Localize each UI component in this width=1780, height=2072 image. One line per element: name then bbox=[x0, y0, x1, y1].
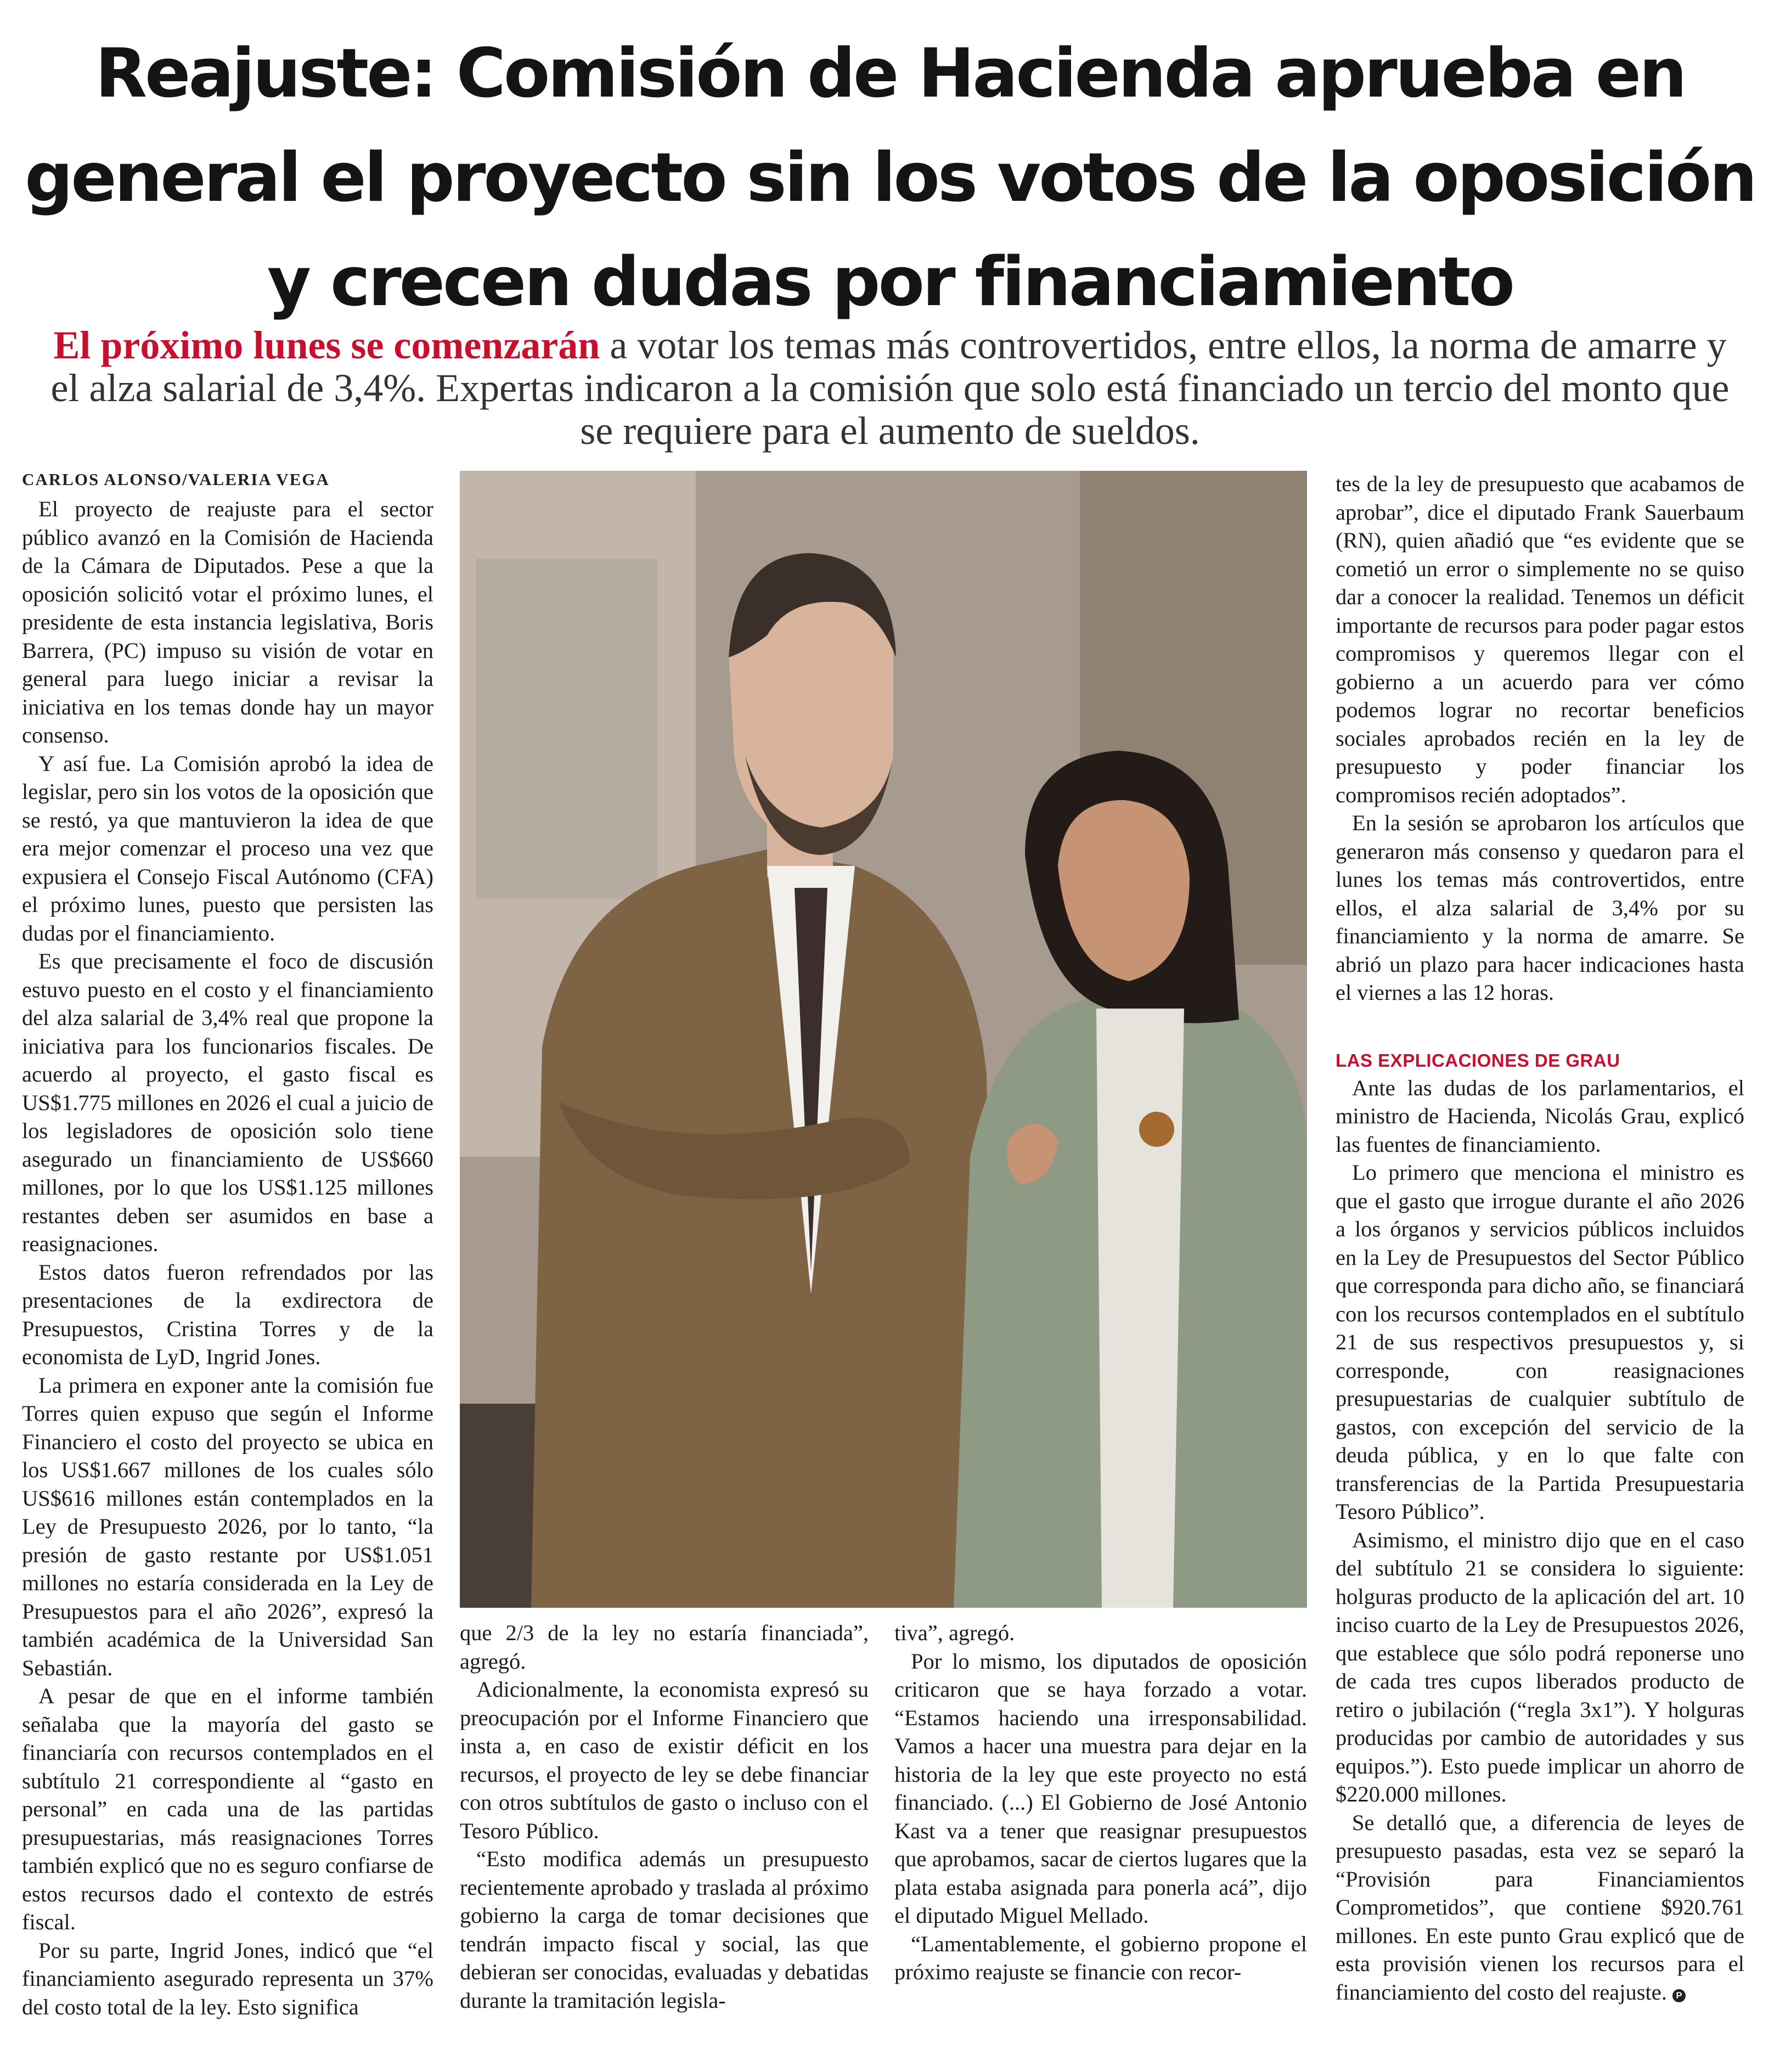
paragraph: En la sesión se aprobaron los artículos que generaron más consenso y quedaron para el lunes los temas más controvertidos, entre ellos, el alza salarial de 3,4% por su financiamiento y la norma de amarre. Se abrió un plazo para hacer indicaciones hasta el viernes a las 12 horas. bbox=[1336, 810, 1744, 1005]
paragraph: “Lamentablemente, el gobierno propone el próximo reajuste se financie con recor- bbox=[894, 1931, 1307, 1984]
paragraph: Ante las dudas de los parlamentarios, el ministro de Hacienda, Nicolás Grau, explicó las fuentes de financiamiento. bbox=[1336, 1075, 1744, 1157]
paragraph: Y así fue. La Comisión aprobó la idea de legislar, pero sin los votos de la oposición que se restó, ya que mantuvieron la idea de que era mejor comenzar el proceso una vez que expusiera el Consejo Fiscal Autónomo (CFA) el próximo lunes, puesto que persisten las dudas por el financiamiento. bbox=[22, 751, 433, 945]
paragraph: Por su parte, Ingrid Jones, indicó que “el financiamiento asegurado representa un 37% del costo total de la ley. Esto significa bbox=[22, 1938, 433, 2019]
column-2 bbox=[460, 1619, 869, 2014]
column-1 bbox=[22, 468, 433, 2021]
lead-paragraph bbox=[38, 324, 1742, 452]
paragraph: A pesar de que en el informe también señalaba que la mayoría del gasto se financiaría con recursos contemplados en el subtítulo 21 correspondiente al “gasto en personal” en cada una de las partidas presupuestarias, más reasignaciones Torres también explicó que no es seguro confiarse de estos recursos dado el contexto de estrés fiscal. bbox=[22, 1684, 433, 1934]
column-4 bbox=[1336, 470, 1744, 2006]
paragraph: tes de la ley de presupuesto que acabamos de aprobar”, dice el diputado Frank Sauerbaum (RN), quien añadió que “es evidente que se cometió un error o simplemente no se quiso dar a conocer la realidad. Tenemos un déficit importante de recursos para poder pagar estos compromisos y queremos llegar con el gobierno a un acuerdo para ver cómo podemos lograr no recortar beneficios sociales aprobados recién en la ley de presupuesto y poder financiar los compromisos recién adoptados”. bbox=[1336, 471, 1744, 807]
paragraph: El proyecto de reajuste para el sector público avanzó en la Comisión de Hacienda de la Cámara de Diputados. Pese a que la oposición solicitó votar el próximo lunes, el presidente de esta instancia legislativa, Boris Barrera, (PC) impuso su visión de votar en general para luego iniciar a revisar la iniciativa en los temas donde hay un mayor consenso. bbox=[22, 497, 433, 747]
column-3 bbox=[894, 1619, 1307, 1986]
paragraph: que 2/3 de la ley no estaría financiada”, agregó. bbox=[460, 1620, 869, 1674]
paragraph: tiva”, agregó. bbox=[894, 1620, 1015, 1645]
section-subheading: LAS EXPLICACIONES DE GRAU bbox=[1336, 1050, 1620, 1071]
paragraph: “Esto modifica además un presupuesto recientemente aprobado y traslada al próximo gobierno la carga de tomar decisiones que tendrán impacto fiscal y social, las que debieran ser conocidas, evaluadas y debatidas durante la tramitación legisla- bbox=[460, 1846, 869, 2013]
paragraph: Estos datos fueron refrendados por las presentaciones de la exdirectora de Presupuestos, Cristina Torres y de la economista de LyD, Ingrid Jones. bbox=[22, 1259, 433, 1369]
paragraph bbox=[1336, 1809, 1744, 2007]
lead-text: a votar los temas más controvertidos, entre ellos, la norma de amarre y el alza salarial de 3,4%. Expertas indicaron a la comisión que solo está financiado un tercio del monto que se requiere para el aumento de sueldos. bbox=[50, 323, 1730, 453]
paragraph: Es que precisamente el foco de discusión estuvo puesto en el costo y el financiamiento del alza salarial de 3,4% real que propone la iniciativa para los funcionarios fiscales. De acuerdo al proyecto, el gasto fiscal es US$1.775 millones en 2026 el cual a juicio de los legisladores de oposición solo tiene asegurado un financiamiento de US$660 millones, por lo que los US$1.125 millones restantes deben ser asumidos en base a reasignaciones. bbox=[22, 949, 433, 1256]
paragraph-text: Se detalló que, a diferencia de leyes de presupuesto pasadas, esta vez se separó la “Provisión para Financiamientos Comprometidos”, que contiene $920.761 millones. En este punto Grau explicó que de esta provisión vienen los recursos para el financiamiento del costo del reajuste. bbox=[1336, 1810, 1744, 2005]
paragraph: Asimismo, el ministro dijo que en el caso del subtítulo 21 se considera lo siguiente: holguras producto de la aplicación del art. 10 inciso cuarto de la Ley de Presupuestos 2026, que establece que sólo podrá reponerse uno de cada tres cupos liberados producto de retiro o jubilación (“regla 3x1”). Y holguras producidas por cambio de autoridades y sus equipos.”). Esto puede implicar un ahorro de $220.000 millones. bbox=[1336, 1527, 1744, 1806]
paragraph: La primera en exponer ante la comisión fue Torres quien expuso que según el Informe Financiero el costo del proyecto se ubica en los US$1.667 millones de los cuales sólo US$616 millones están contemplados en la Ley de Presupuesto 2026, por lo tanto, “la presión de gasto restante por US$1.051 millones no estaría considerada en la Ley de Presupuestos para el año 2026”, expresó la también académica de la Universidad San Sebastián. bbox=[22, 1372, 433, 1680]
headline: Reajuste: Comisión de Hacienda aprueba en general el proyecto sin los votos de la oposición y crecen dudas por financiamiento bbox=[25, 35, 1755, 322]
paragraph: Adicionalmente, la economista expresó su preocupación por el Informe Financiero que insta a, en caso de existir déficit en los recursos, el proyecto de ley se debe financiar con otros subtítulos de gasto o incluso con el Tesoro Público. bbox=[460, 1677, 869, 1843]
byline: CARLOS ALONSO/VALERIA VEGA bbox=[22, 470, 330, 489]
paragraph: Lo primero que menciona el ministro es que el gasto que irrogue durante el año 2026 a los órganos y servicios públicos incluidos en la Ley de Presupuestos del Sector Público que corresponda para dicho año, se financiará con los recursos contemplados en el subtítulo 21 de sus respectivos presupuestos y, si corresponde, con reasignaciones presupuestarias de cualquier subtítulo de gastos, con excepción del servicio de la deuda pública, y en lo que falte con transferencias de la Partida Presupuestaria Tesoro Público”. bbox=[1336, 1160, 1744, 1524]
end-mark-icon: P bbox=[1672, 1989, 1686, 2002]
paragraph: Por lo mismo, los diputados de oposición criticaron que se haya forzado a votar. “Estamos haciendo una irresponsabilidad. Vamos a hacer una muestra para dejar en la historia de la ley que este proyecto no está financiado. (...) El Gobierno de José Antonio Kast va a tener que reasignar presupuestos que aprobamos, sacar de ciertos lugares que la plata estaba asignada para ponerla acá”, dijo el diputado Miguel Mellado. bbox=[894, 1648, 1307, 1928]
lead-highlight: El próximo lunes se comenzarán bbox=[53, 323, 600, 367]
article-photo bbox=[460, 471, 1307, 1608]
